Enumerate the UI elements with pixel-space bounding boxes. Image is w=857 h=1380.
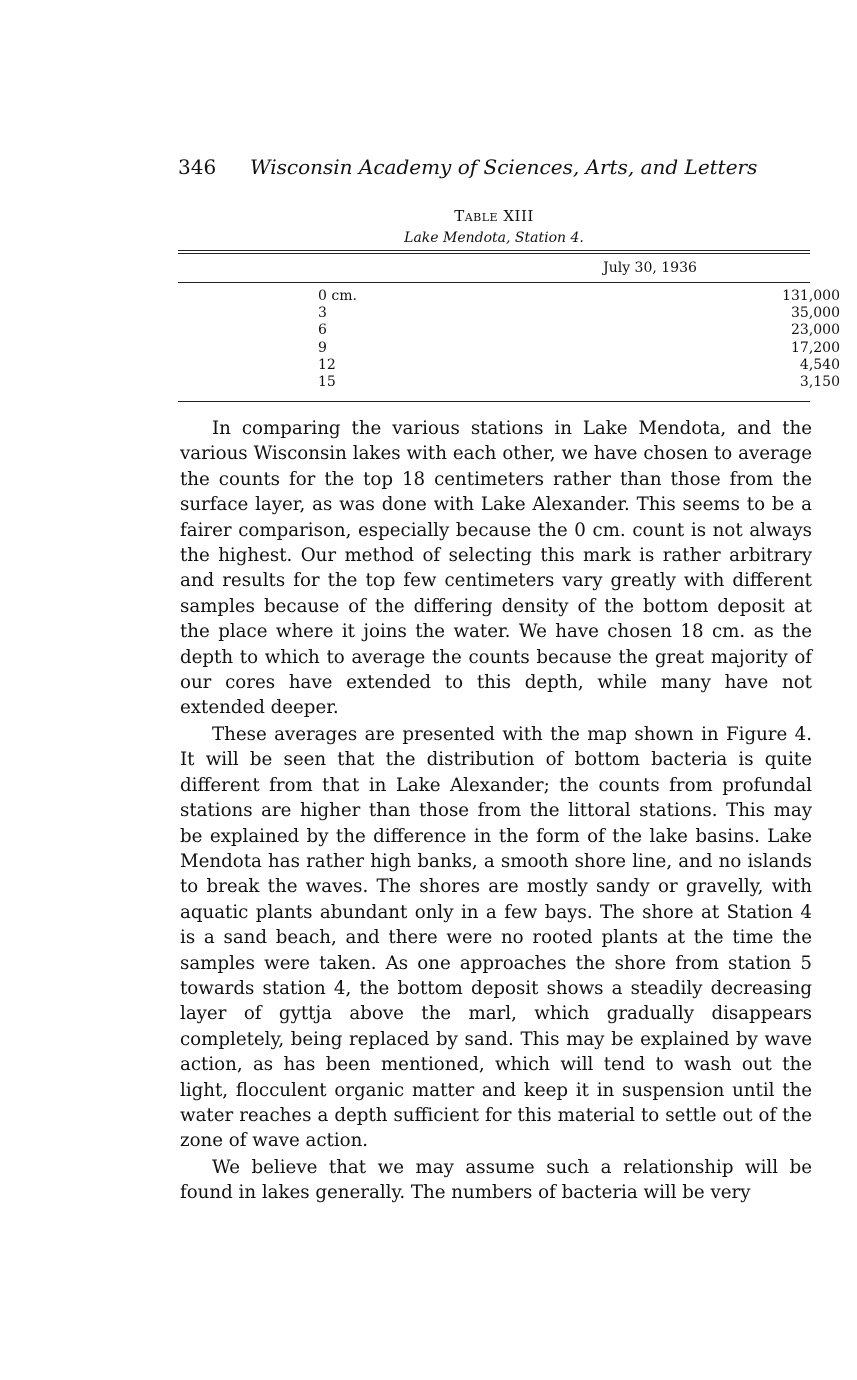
paragraph: We believe that we may assume such a relationship will be found in lakes generally. The numbers of bacteria will be very (180, 1156, 812, 1204)
table-subtitle: Lake Mendota, Station 4. (404, 230, 584, 246)
depth-cell: 6 (318, 322, 327, 339)
body-text (180, 416, 812, 1206)
depth-cell: 12 (318, 356, 336, 373)
count-cell: 4,540 (799, 356, 840, 373)
table-top-rule (178, 250, 810, 251)
count-cell: 35,000 (791, 305, 840, 322)
table-top-rule-double (178, 253, 810, 254)
table-body (178, 288, 840, 391)
table-row (178, 356, 840, 374)
running-head (178, 152, 818, 182)
table-bottom-rule (178, 401, 810, 402)
count-cell: 23,000 (791, 322, 840, 339)
table-row (178, 288, 840, 305)
depth-cell: 15 (318, 373, 336, 390)
table-row (178, 373, 840, 391)
paragraph: In comparing the various stations in Lake Mendota, and the various Wisconsin lakes with each other, we have chosen to average the counts for the top 18 centimeters rather than those from the surface layer, as was done with Lake Alexander. This seems to be a fairer comparison, especially because the 0 cm. count is not always the highest. Our method of selecting this mark is rather arbitrary and results for the top few centimeters vary greatly with different samples because of the differing density of the bottom deposit at the place where it joins the water. We have chosen 18 cm. as the depth to which to average the counts because the great majority of our cores have extended to this depth, while many have not extended deeper. (180, 418, 812, 719)
depth-cell: 3 (318, 305, 327, 322)
page-number: 346 (178, 155, 217, 179)
paragraph: These averages are presented with the map shown in Figure 4. It will be seen that the distribution of bottom bacteria is quite different from that in Lake Alexander; the counts from profundal stations are higher than those from the littoral stations. This may be explained by the difference in the form of the lake basins. Lake Mendota has rather high banks, a smooth shore line, and no islands to break the waves. The shores are mostly sandy or gravelly, with aquatic plants abundant only in a few bays. The shore at Station 4 is a sand beach, and there were no rooted plants at the time the samples were taken. As one approaches the shore from station 5 towards station 4, the bottom deposit shows a steadily decreasing layer of gyttja above the marl, which gradually disappears completely, being replaced by sand. This may be explained by wave action, as has been mentioned, which will tend to wash out the light, flocculent organic matter and keep it in suspension until the water reaches a depth sufficient for this material to settle out of the zone of wave action. (180, 723, 812, 1152)
table-column-header: July 30, 1936 (603, 260, 697, 276)
table-header-rule (178, 282, 810, 283)
table-title: Table XIII (454, 207, 534, 225)
table-row (178, 322, 840, 339)
depth-cell: 9 (318, 339, 327, 356)
journal-title: Wisconsin Academy of Sciences, Arts, and Letters (250, 155, 758, 179)
depth-cell: 0 cm. (318, 288, 357, 304)
table-row (178, 305, 840, 322)
count-cell: 3,150 (799, 373, 840, 390)
count-cell: 17,200 (791, 339, 840, 356)
count-cell: 131,000 (782, 288, 840, 304)
table-row (178, 339, 840, 357)
